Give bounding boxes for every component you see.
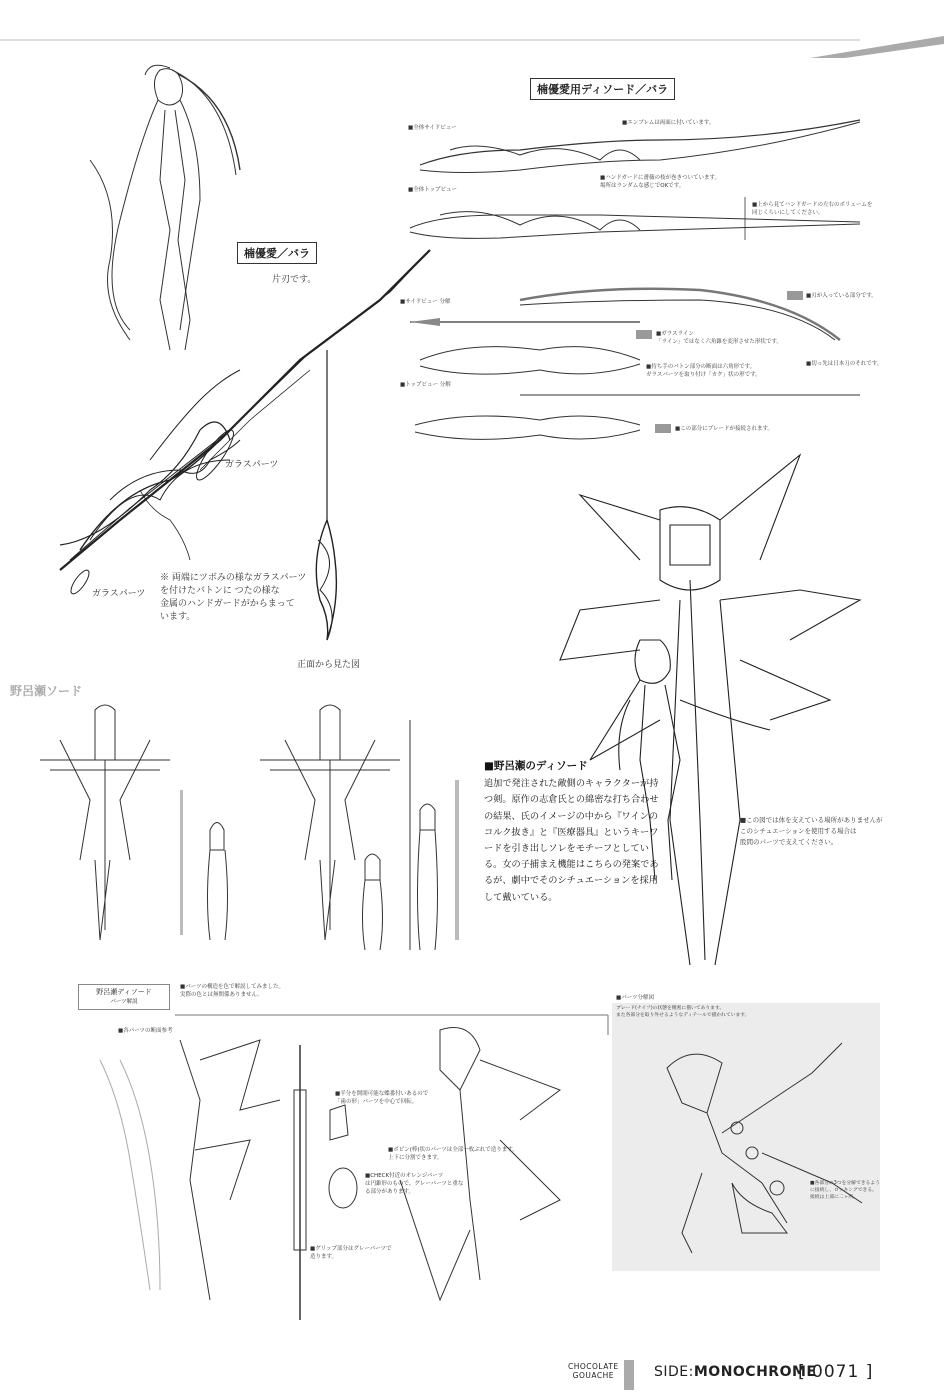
note-emblem: ■エンブレムは両面に付いています。 [622,120,715,126]
label-top-view-full: ■全体トップビュー [408,187,458,193]
note-blade-edge: ■刃が入っている部分です。 [806,293,877,299]
parts-note-d: ■グリップ部分はグレーパーツで 造ります。 [310,1246,392,1260]
parts-note-c: ■CHECK付近のオレンジパーツ は円錐形のもので、グレーパーツと重な る部分があります。 [365,1173,464,1195]
norose-heading: ■野呂瀬のディソード [484,760,588,772]
footer-side-bold: MONOCHROME [693,1364,817,1380]
footer-side [654,1364,816,1380]
note-handguard: ■ハンドガードに薔薇の枝が巻きついています。 場所はランダムな感じでOKです。 [600,175,721,189]
page-footer [0,1350,944,1395]
exploded-note-2: ■各部分の3つを分解できるよう に接続し、ロッキングできる。 接続は上部に二ヶ所。 [810,1181,880,1200]
parts-section-note: ■各パーツの断面参考 [118,1028,173,1034]
norose-description [484,758,664,906]
exploded-sketch [612,1003,880,1271]
label-side-view-split: ■サイドビュー 分解 [400,299,451,305]
norose-body: 追加で発注された敵側のキャラクターが持つ剣。原作の志倉氏との綿密な打ち合わせの結果、氏のイメージの中から『ワインのコルク抜き』と『医療器具』というキーワードを引き出しソレをモチーフとしている。女の子捕まえ機能はこちらの発案であるが、劇中でそのシチュエーションを採用して戴いている。 [484,778,659,903]
hand-note-glass-parts-1: ガラスパーツ [225,460,279,470]
footer-brand-bottom: GOUACHE [572,1371,614,1380]
parts-note-b: ■ボビン(棒)状のパーツは全部一枚ぶれで造ります。 上下に分割できます。 [388,1147,518,1161]
norose-side-note: ■この図では体を支えている場所がありませんが このシチュエーションを使用する場合は 股間のパーツで支えてください。 [740,816,883,846]
parts-note-a: ■半分を開閉可能な蝶番付いあるので 「歯の形」パーツを中心で回転。 [335,1091,429,1105]
label-top-view-split: ■トップビュー 分解 [400,382,451,388]
parts-box-subtitle: パーツ解説 [110,999,138,1005]
footer-side-label: SIDE: [654,1364,694,1380]
hand-note-front-view: 正面から見た図 [297,660,361,670]
footer-brand-top: CHOCOLATE [568,1362,619,1371]
footer-brand [568,1362,619,1380]
hand-note-main: ※ 両端にツボみの様なガラスパーツ を付けたバトンに つたの様な 金属のハンドガードがからまって います。 [160,573,307,622]
note-japanese-blade: ■切っ先は日本刀のそれです。 [806,361,883,367]
main-sword-title: 楠優愛用ディソード／バラ [530,78,675,100]
note-baton: ■持ち手のバトン部分の断面は六角形です。 ガラスパーツを取り付け「カク」状の形です。 [646,364,761,378]
page-number: [ 0071 ] [798,1362,874,1382]
parts-intro-note: ■パーツの構造を色で解説してみました。 実際の色とは無関係ありません。 [180,984,284,998]
note-blade-connect: ■この部分にブレードが接続されます。 [675,426,774,432]
exploded-note: ブレード(ナイフ)の状態を精密に描いてあります。 また各部分を取り外せるようなディテールで描かれています。 [616,1006,750,1018]
note-volume: ■上から見てハンドガードの左右のボリュームを 同じくらいにしてください。 [752,202,873,216]
hand-note-single-edge: 片刃です。 [272,275,317,285]
parts-box [78,984,170,1010]
note-glass-line: ■ガラスライン 「ライン」ではなく六角錐を変形させた形状です。 [656,331,782,345]
character-title: 楠優愛／バラ [237,242,317,264]
footer-separator [624,1360,634,1390]
label-side-view-full: ■全体サイドビュー [408,125,457,131]
parts-box-title: 野呂瀬ディソード [96,988,152,996]
norose-sword-header: 野呂瀬ソード [10,684,83,698]
hand-note-glass-parts-2: ガラスパーツ [92,589,146,599]
exploded-diagram-panel [612,1003,880,1271]
exploded-title: ■パーツ分解図 [616,995,654,1001]
